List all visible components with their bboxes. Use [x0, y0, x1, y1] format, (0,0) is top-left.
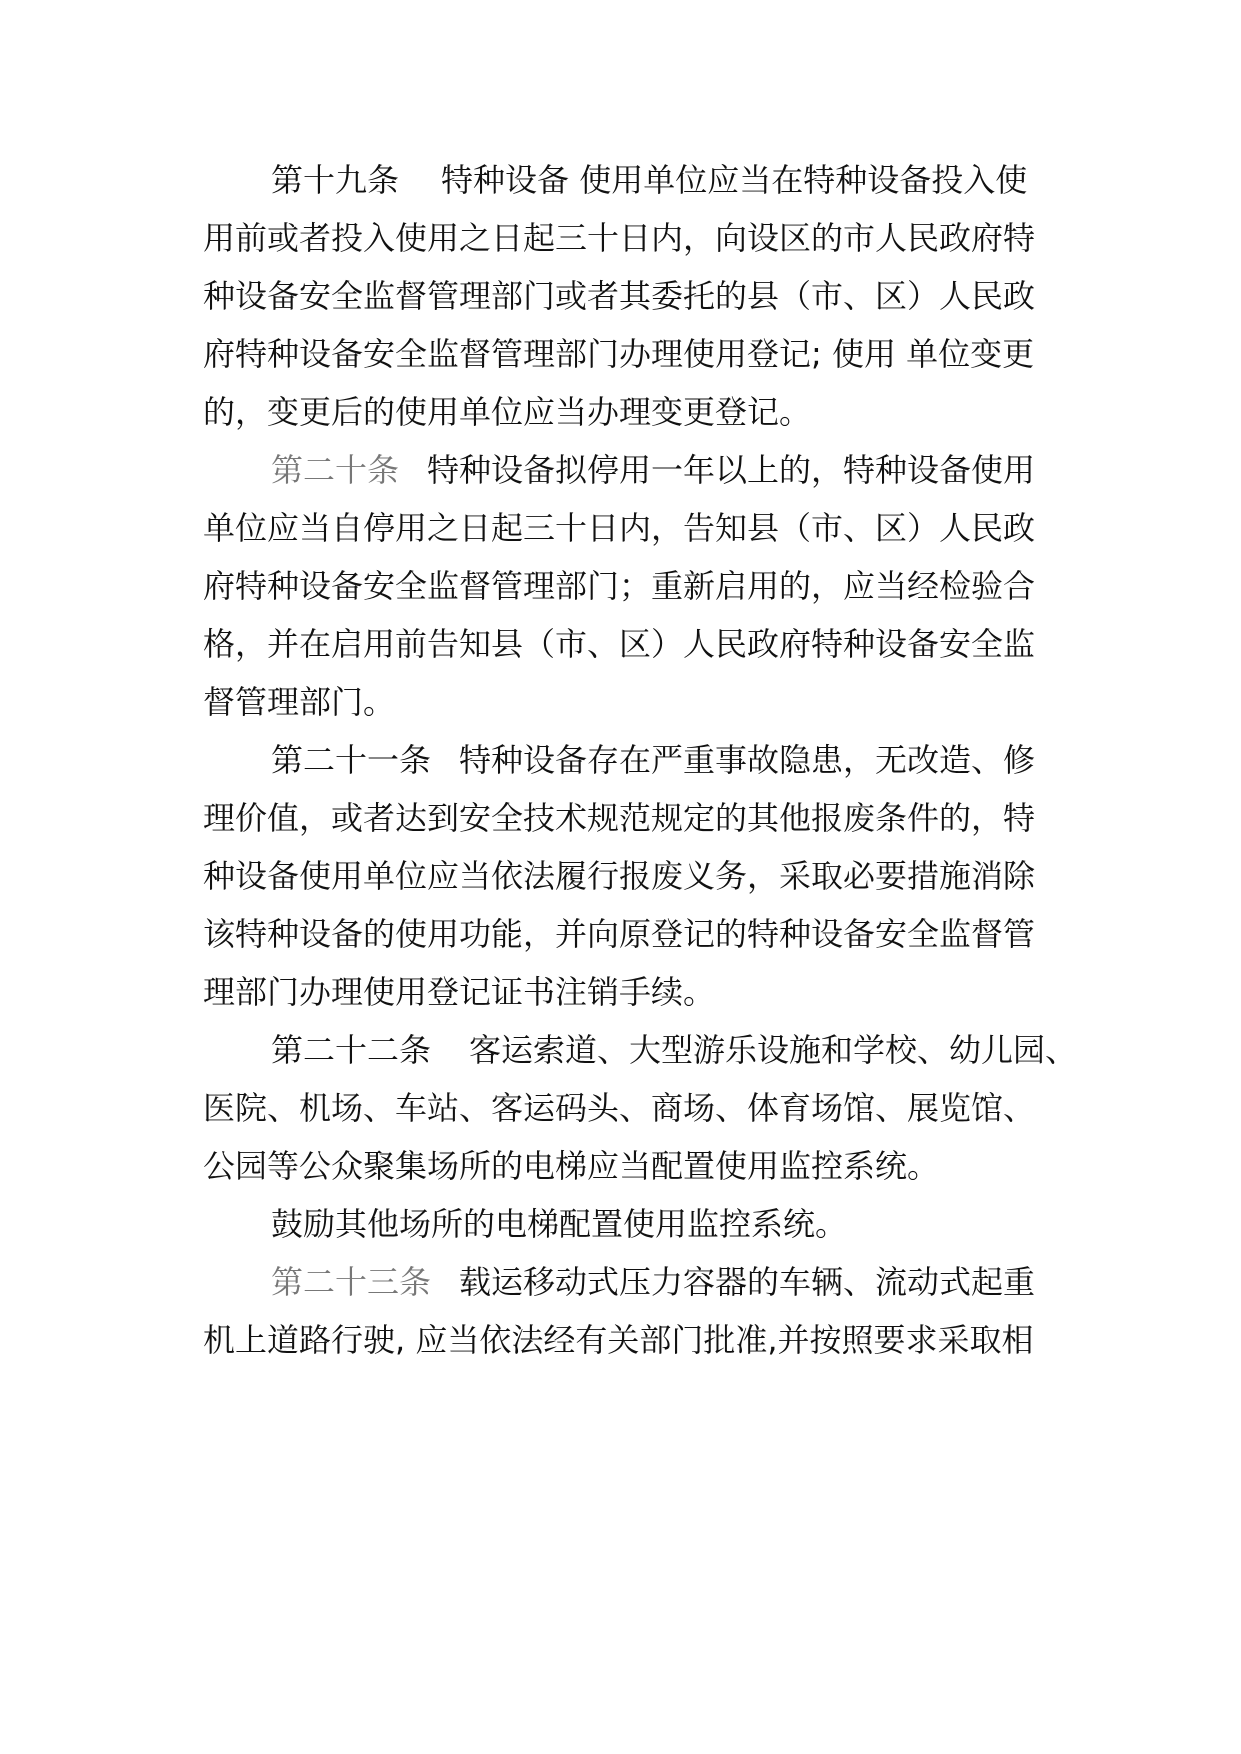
paragraph-line: 特种设备存在严重事故隐患，无改造、修 [459, 741, 1036, 779]
article-21-first-line [271, 740, 1063, 780]
paragraph-line: 客运索道、大型游乐设施和学校、幼儿园、 [469, 1031, 1078, 1069]
paragraph-line: 理价值，或者达到安全技术规范规定的其他报废条件的，特 [203, 799, 1036, 837]
paragraph-line: 府特种设备安全监督管理部门办理使用登记; 使用 单位变更 [203, 335, 1035, 373]
article-heading: 第二十条 [271, 451, 400, 489]
article-22-first-line [271, 1030, 1078, 1070]
article-heading: 第十九条 [271, 161, 400, 199]
paragraph-line: 格，并在启用前告知县（市、区）人民政府特种设备安全监 [203, 625, 1036, 663]
article-heading: 第二十一条 [271, 741, 432, 779]
paragraph-line: 单位应当自停用之日起三十日内，告知县（市、区）人民政 [203, 509, 1036, 547]
paragraph-line: 特种设备 使用单位应当在特种设备投入使 [441, 161, 1028, 199]
article-19-first-line [271, 160, 1063, 200]
paragraph-line: 种设备使用单位应当依法履行报废义务，采取必要措施消除 [203, 857, 1036, 895]
paragraph-line: 用前或者投入使用之日起三十日内，向设区的市人民政府特 [203, 219, 1036, 257]
article-heading: 第二十三条 [271, 1263, 432, 1301]
article-23-first-line [271, 1262, 1063, 1302]
paragraph-line: 理部门办理使用登记证书注销手续。 [203, 973, 716, 1011]
paragraph-line: 特种设备拟停用一年以上的，特种设备使用 [427, 451, 1036, 489]
paragraph-line: 督管理部门。 [203, 683, 396, 721]
paragraph-line: 载运移动式压力容器的车辆、流动式起重 [459, 1263, 1036, 1301]
paragraph-line: 府特种设备安全监督管理部门；重新启用的，应当经检验合 [203, 567, 1036, 605]
article-20-first-line [271, 450, 1063, 490]
article-heading: 第二十二条 [271, 1031, 432, 1069]
paragraph-line: 公园等公众聚集场所的电梯应当配置使用监控系统。 [203, 1147, 940, 1185]
paragraph-line: 种设备安全监督管理部门或者其委托的县（市、区）人民政 [203, 277, 1036, 315]
paragraph-line: 该特种设备的使用功能，并向原登记的特种设备安全监督管 [203, 915, 1036, 953]
paragraph-line: 的，变更后的使用单位应当办理变更登记。 [203, 393, 812, 431]
paragraph-line: 机上道路行驶, 应当依法经有关部门批准,并按照要求采取相 [203, 1321, 1034, 1359]
paragraph-line: 医院、机场、车站、客运码头、商场、体育场馆、展览馆、 [203, 1089, 1036, 1127]
paragraph-line: 鼓励其他场所的电梯配置使用监控系统。 [271, 1205, 848, 1243]
